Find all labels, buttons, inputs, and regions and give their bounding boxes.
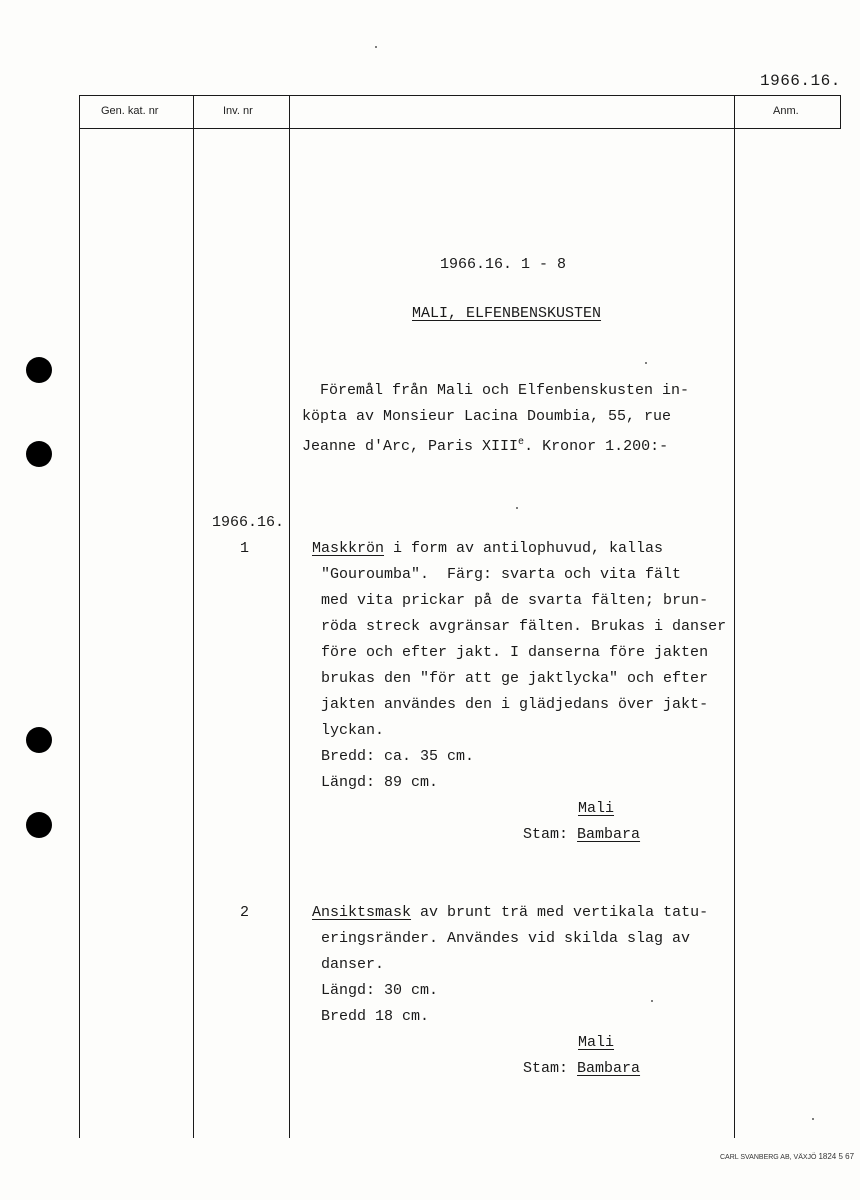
item-description: [312, 536, 726, 796]
description-line: danser.: [312, 956, 385, 973]
tribe-label: Stam:: [523, 826, 569, 843]
tribe-name: Bambara: [577, 1060, 641, 1077]
item-inv-number: 1: [240, 540, 250, 557]
description-line: eringsränder. Användes vid skilda slag av: [312, 930, 691, 947]
item-keyword: Maskkrön: [312, 540, 385, 557]
description-text: av brunt trä med vertikala tatu-: [411, 904, 709, 921]
description-line: med vita prickar på de svarta fälten; brun-: [312, 592, 709, 609]
scan-speck: [651, 1000, 653, 1002]
scan-speck: [375, 46, 377, 48]
column-rule: [840, 95, 841, 128]
tribe-name: Bambara: [577, 826, 641, 843]
binder-hole: [26, 812, 52, 838]
column-rule: [734, 95, 735, 1138]
description-line: Bredd: ca. 35 cm.: [312, 748, 475, 765]
intro-line: köpta av Monsieur Lacina Doumbia, 55, rue: [302, 408, 672, 425]
description-line: [312, 900, 708, 926]
intro-line: [302, 430, 689, 460]
item-tribe: [523, 1056, 640, 1082]
description-line: "Gouroumba". Färg: svarta och vita fält: [312, 566, 682, 583]
intro-superscript: e: [518, 437, 525, 448]
description-line: jakten användes den i glädjedans över jakt-: [312, 696, 709, 713]
header-inv-nr: Inv. nr: [223, 105, 253, 117]
description-line: lyckan.: [312, 722, 385, 739]
page-number: 1966.16.: [760, 72, 841, 90]
description-line: [312, 536, 726, 562]
description-line: röda streck avgränsar fälten. Brukas i danser: [312, 618, 727, 635]
description-text: i form av antilophuvud, kallas: [384, 540, 664, 557]
tribe-label: Stam:: [523, 1060, 569, 1077]
item-description: [312, 900, 708, 1030]
description-line: Längd: 30 cm.: [312, 982, 439, 999]
header-anm: Anm.: [773, 105, 799, 117]
item-inv-number: 2: [240, 904, 250, 921]
header-gen-kat-nr: Gen. kat. nr: [101, 105, 159, 117]
item-inv-prefix: 1966.16.: [212, 514, 285, 531]
binder-hole: [26, 727, 52, 753]
collection-title: MALI, ELFENBENSKUSTEN: [412, 305, 602, 322]
intro-line-text: Jeanne d'Arc, Paris XIII: [302, 438, 519, 455]
printer-footer: [720, 1152, 854, 1161]
item-origin: Mali: [578, 800, 615, 817]
scan-speck: [516, 507, 518, 509]
column-rule: [79, 95, 80, 1138]
collection-number-range: 1966.16. 1 - 8: [440, 256, 567, 273]
scan-speck: [645, 362, 647, 364]
scan-speck: [812, 1118, 814, 1120]
intro-line: Föremål från Mali och Elfenbenskusten in-: [302, 382, 690, 399]
binder-hole: [26, 441, 52, 467]
column-rule: [289, 95, 290, 1138]
printer-name: CARL SVANBERG AB, VÄXJÖ: [720, 1154, 817, 1161]
description-line: Bredd 18 cm.: [312, 1008, 430, 1025]
description-line: Längd: 89 cm.: [312, 774, 439, 791]
form-code: 1824 5 67: [818, 1152, 855, 1161]
description-line: brukas den "för att ge jaktlycka" och efter: [312, 670, 709, 687]
collection-intro: [302, 378, 689, 460]
item-origin: Mali: [578, 1034, 615, 1051]
column-rule: [193, 95, 194, 1138]
description-line: före och efter jakt. I danserna före jakten: [312, 644, 709, 661]
item-tribe: [523, 822, 640, 848]
intro-tail: . Kronor 1.200:-: [524, 438, 669, 455]
item-keyword: Ansiktsmask: [312, 904, 412, 921]
binder-hole: [26, 357, 52, 383]
